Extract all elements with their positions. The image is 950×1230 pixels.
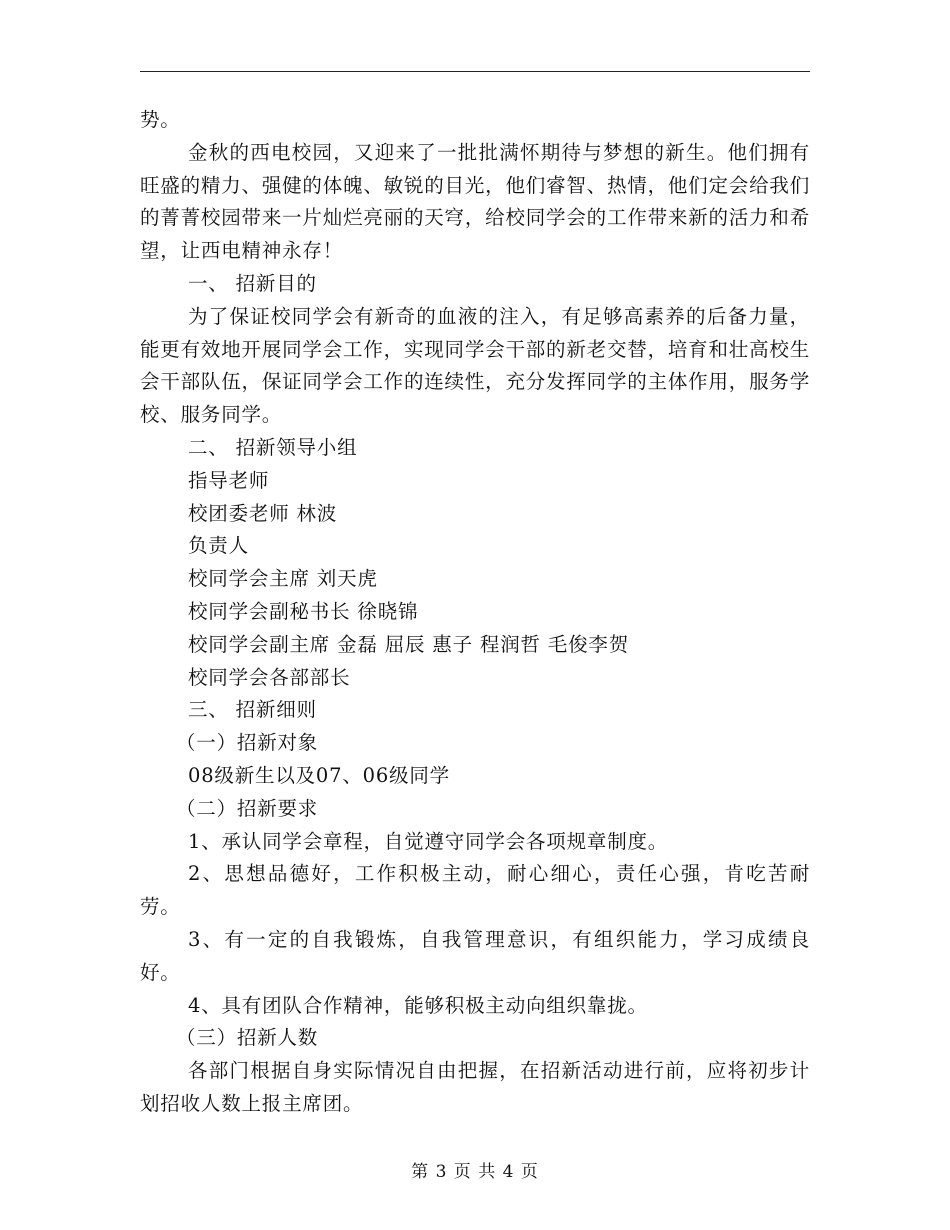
header-rule [140,71,810,72]
paragraph: 各部门根据自身实际情况自由把握，在招新活动进行前，应将初步计划招收人数上报主席团。 [140,1059,810,1115]
paragraph: 4、具有团队合作精神，能够积极主动向组织靠拢。 [188,993,648,1017]
paragraph: 一、 招新目的 [188,271,317,295]
paragraph: 为了保证校同学会有新奇的血液的注入，有足够高素养的后备力量，能更有效地开展同学会工作，实现同学会干部的新老交替，培育和壮高校生会干部队伍，保证同学会工作的连续性，充分发挥同学的主体作用，服务学校、服务同学。 [140,304,810,427]
paragraph: 校同学会主席 刘天虎 [188,567,378,591]
document-body [140,104,810,1121]
paragraph: 校同学会副秘书长 徐晓锦 [188,599,419,623]
paragraph: 1、承认同学会章程，自觉遵守同学会各项规章制度。 [188,829,669,853]
paragraph: （一）招新对象 [176,731,319,755]
paragraph: 校同学会各部部长 [188,665,351,689]
paragraph: 校团委老师 林波 [188,501,338,525]
paragraph: 2、思想品德好，工作积极主动，耐心细心，责任心强，肯吃苦耐劳。 [140,862,810,919]
paragraph: 二、 招新领导小组 [188,435,358,459]
paragraph: 金秋的西电校园，又迎来了一批批满怀期待与梦想的新生。他们拥有旺盛的精力、强健的体魄、敏锐的目光，他们睿智、热情，他们定会给我们的菁菁校园带来一片灿烂亮丽的天穹，给校同学会的工作带来新的活力和希望，让西电精神永存！ [140,140,810,263]
paragraph: 指导老师 [188,468,270,492]
page-footer: 第 3 页 共 4 页 [411,1162,539,1182]
paragraph: 08级新生以及07、06级同学 [188,763,450,787]
paragraph: 负责人 [188,534,249,558]
paragraph: 3、有一定的自我锻炼，自我管理意识，有组织能力，学习成绩良好。 [140,927,810,984]
paragraph: 校同学会副主席 金磊 屈辰 惠子 程润哲 毛俊李贺 [188,632,629,656]
paragraph: （二）招新要求 [176,796,319,820]
paragraph: 势。 [140,108,181,131]
paragraph: （三）招新人数 [176,1026,319,1050]
paragraph: 三、 招新细则 [188,698,317,722]
